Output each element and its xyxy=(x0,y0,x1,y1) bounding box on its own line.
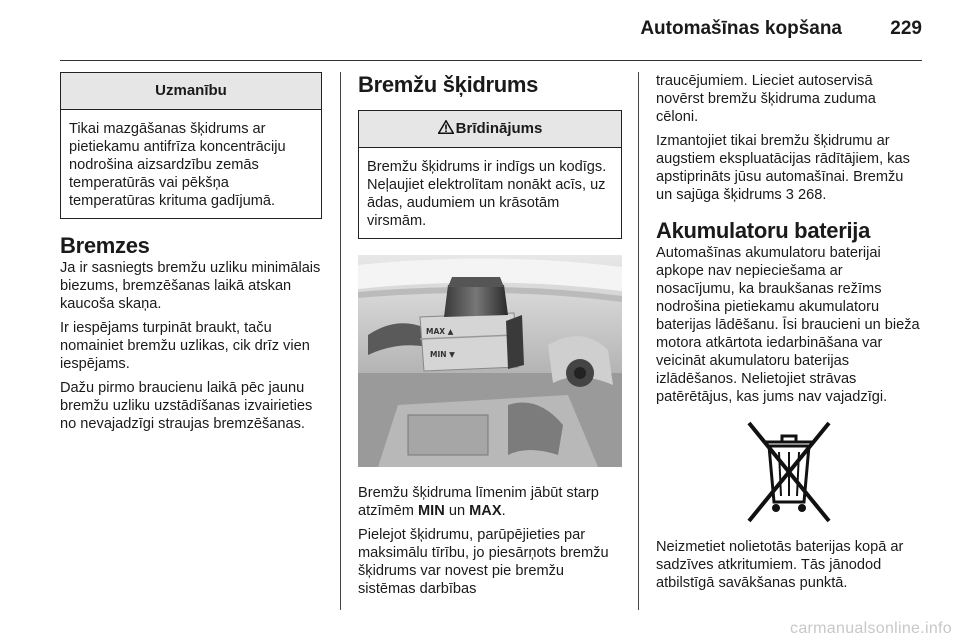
column-2 xyxy=(358,72,622,604)
header-rule xyxy=(60,60,922,61)
min-mark-label: MIN ▼ xyxy=(430,350,455,359)
brake-fluid-paragraph-4: Izmantojiet tikai bremžu šķidrumu ar augstiem ekspluatācijas rādītājiem, kas apstiprināts jūsu automašīnai. Bremžu un sajūga šķidrums 3 268. xyxy=(656,133,910,203)
page-header xyxy=(60,18,922,48)
max-label: MAX xyxy=(469,503,502,519)
battery-paragraph-2: Neizmetiet nolietotās baterijas kopā ar sadzīves atkritumiem. Tās jānodod atbilstīgā savākšanas punktā. xyxy=(656,539,904,591)
brake-fluid-paragraph-3: traucējumiem. Lieciet autoservisā novērst bremžu šķidruma zuduma cēloni. xyxy=(656,73,876,125)
warning-box xyxy=(358,110,622,239)
crossed-bin-icon xyxy=(746,420,832,524)
brake-fluid-paragraph-2: Pielejot šķidrumu, parūpējieties par maksimālu tīrību, jo piesārņots bremžu šķidrums var novest pie bremžu sistēmas darbības xyxy=(358,527,609,597)
warning-title: Brīdinājums xyxy=(455,120,543,137)
max-mark-label: MAX ▲ xyxy=(426,327,454,336)
caution-title: Uzmanību xyxy=(61,73,321,110)
battery-paragraph-1: Automašīnas akumulatoru baterijai apkope nav nepieciešama ar nosacījumu, ka braukšanas režīms nodrošina pietiekamu akumulatoru baterijas lādēšanu. Īsi braucieni un bieža motora atkārtota iedarbināšana var veicināt akumulatoru baterijas izlādēšanos. Nelietojiet strāvas patērētājus, kas jums nav vajadzīgi. xyxy=(656,245,920,405)
brakes-heading: Bremzes xyxy=(60,233,150,258)
column-divider-1 xyxy=(340,72,341,610)
warning-triangle-icon xyxy=(438,120,454,134)
brakes-paragraph-2: Ir iespējams turpināt braukt, taču nomainiet bremžu uzlikas, cik drīz vien iespējams. xyxy=(60,320,310,372)
brake-fluid-heading: Bremžu šķidrums xyxy=(358,72,539,97)
column-3 xyxy=(656,72,922,598)
warning-text: Bremžu šķidrums ir indīgs un kodīgs. Neļaujiet elektrolītam nonākt acīs, uz ādas, audumiem un krāsotām virsmām. xyxy=(367,159,607,229)
column-divider-2 xyxy=(638,72,639,610)
section-title: Automašīnas kopšana xyxy=(640,18,842,39)
caution-box xyxy=(60,72,322,219)
battery-heading: Akumulatoru baterija xyxy=(656,218,871,243)
min-label: MIN xyxy=(418,503,445,519)
watermark: carmanualsonline.info xyxy=(790,620,952,637)
caution-text: Tikai mazgāšanas šķidrums ar pietiekamu antifrīza koncentrāciju nodrošina aizsardzību zemās temperatūrās vai pēkšņa temperatūras krituma gadījumā. xyxy=(69,121,286,209)
brake-fluid-reservoir-photo xyxy=(358,255,622,467)
brakes-paragraph-3: Dažu pirmo braucienu laikā pēc jaunu bremžu uzliku uzstādīšanas izvairieties no nevajadzīgi straujas bremzēšanas. xyxy=(60,380,313,432)
page-reference: 3 268. xyxy=(785,187,827,203)
column-1 xyxy=(60,72,322,439)
page-number: 229 xyxy=(890,18,922,39)
warning-header xyxy=(359,111,621,148)
brake-fluid-level-text: Bremžu šķidruma līmenim jābūt starp atzīmēm MIN un MAX. xyxy=(358,485,599,519)
brakes-paragraph-1: Ja ir sasniegts bremžu uzliku minimālais biezums, bremzēšanas laikā atskan kaucoša skaņa. xyxy=(60,260,321,312)
